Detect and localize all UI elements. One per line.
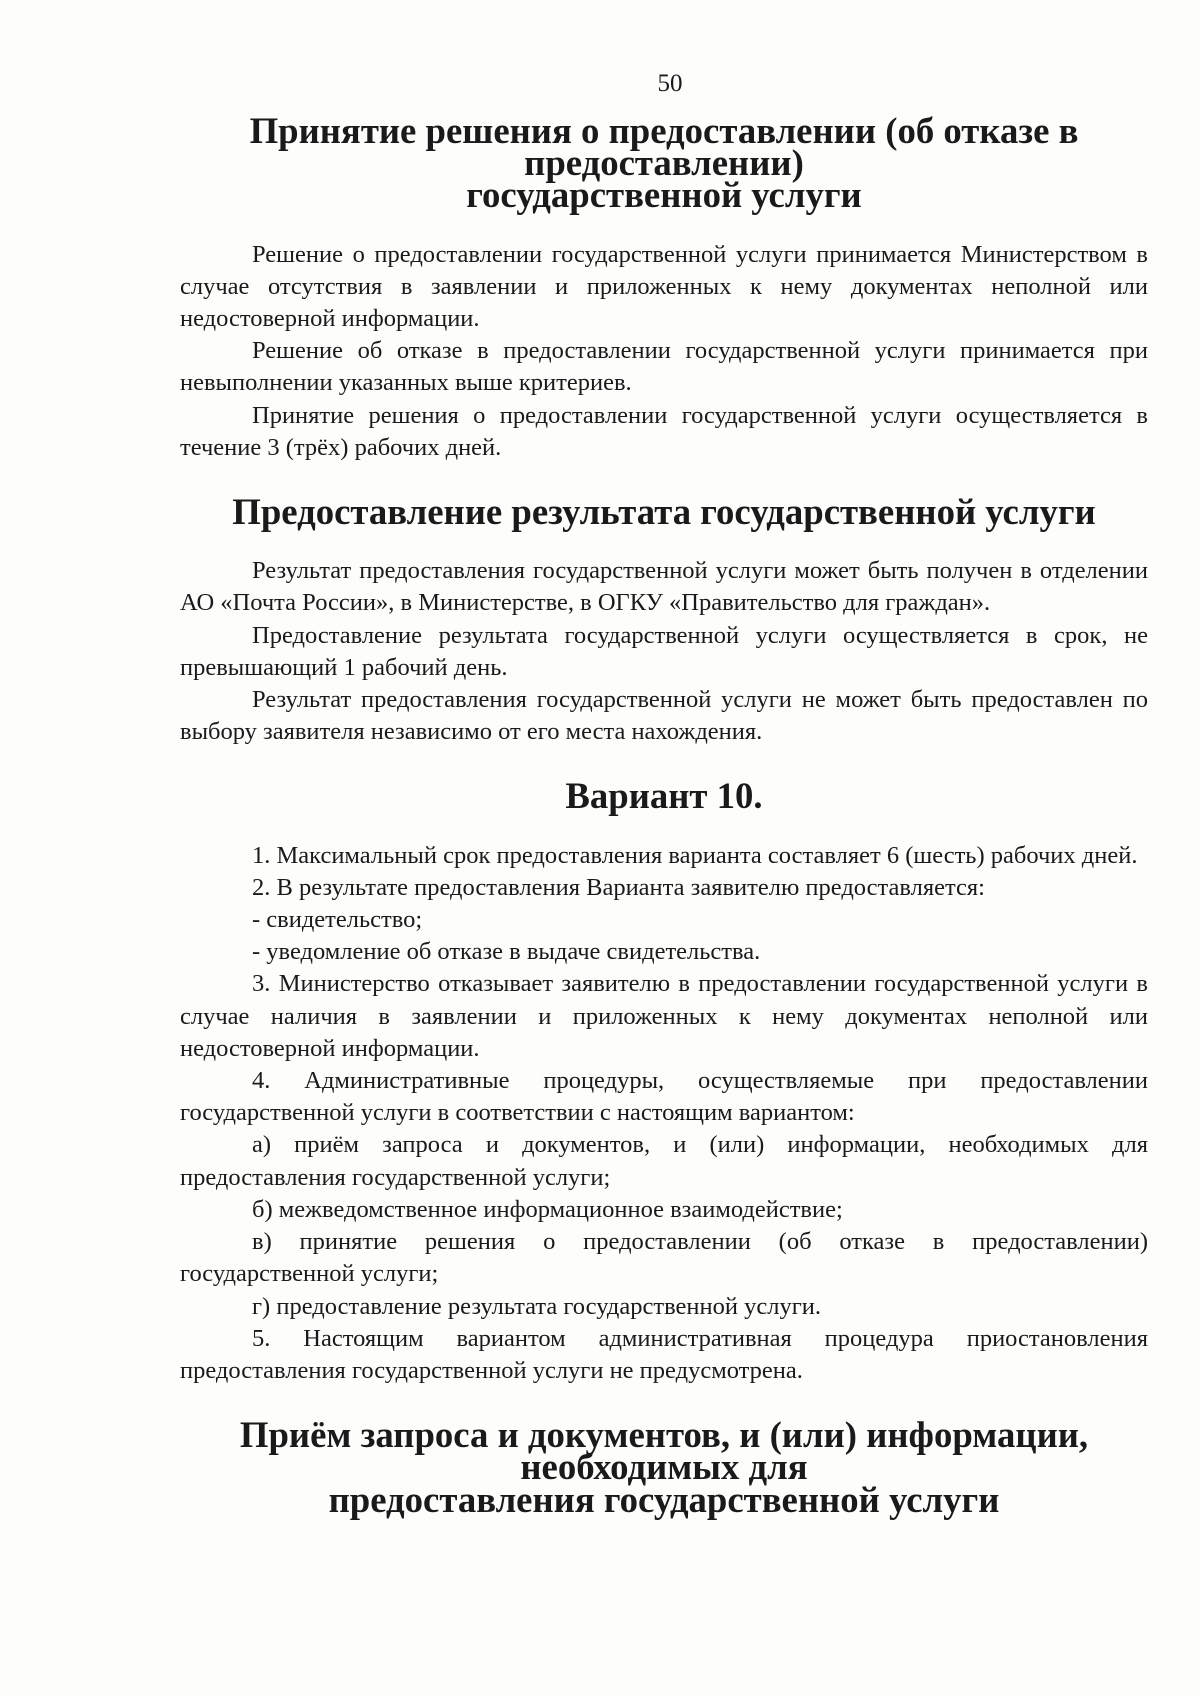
section-heading-intake <box>180 1414 1148 1520</box>
paragraph: Результат предоставления государственной услуги не может быть предоставлен по выбору заявителя независимо от его места нахождения. <box>180 686 1148 746</box>
section-heading-decision <box>180 110 1148 216</box>
heading-line: предоставления государственной услуги <box>328 1478 1000 1520</box>
heading-line: государственной услуги <box>466 174 862 216</box>
heading-line: Принятие решения о предоставлении (об отказе в предоставлении) <box>249 110 1079 184</box>
list-item: 4. Административные процедуры, осуществляемые при предоставлении государственной услуги в соответствии с настоящим вариантом: <box>180 1067 1148 1127</box>
list-item: - уведомление об отказе в выдаче свидетельства. <box>252 938 761 966</box>
section-heading-variant: Вариант 10. <box>565 775 763 817</box>
page-number: 50 <box>657 70 683 97</box>
paragraph: Решение о предоставлении государственной услуги принимается Министерством в случае отсутствия в заявлении и приложенных к нему документах неполной или недостоверной информации. <box>180 240 1148 333</box>
list-item: 1. Максимальный срок предоставления варианта составляет 6 (шесть) рабочих дней. <box>252 841 1138 869</box>
paragraph: Результат предоставления государственной услуги может быть получен в отделении АО «Почта России», в Министерстве, в ОГКУ «Правительство для граждан». <box>180 557 1148 617</box>
paragraph: Решение об отказе в предоставлении государственной услуги принимается при невыполнении указанных выше критериев. <box>180 337 1148 397</box>
list-item: а) приём запроса и документов, и (или) информации, необходимых для предоставления государственной услуги; <box>180 1131 1148 1191</box>
page-content <box>180 110 1148 1520</box>
list-item: 2. В результате предоставления Варианта заявителю предоставляется: <box>252 873 985 901</box>
list-item: в) принятие решения о предоставлении (об отказе в предоставлении) государственной услуги; <box>180 1228 1148 1288</box>
list-item: б) межведомственное информационное взаимодействие; <box>252 1195 843 1223</box>
list-item: 3. Министерство отказывает заявителю в предоставлении государственной услуги в случае наличия в заявлении и приложенных к нему документах неполной или недостоверной информации. <box>180 970 1148 1062</box>
list-item: 5. Настоящим вариантом административная процедура приостановления предоставления государственной услуги не предусмотрена. <box>180 1324 1148 1384</box>
paragraph: Принятие решения о предоставлении государственной услуги осуществляется в течение 3 (трёх) рабочих дней. <box>180 401 1148 461</box>
section-heading-result: Предоставление результата государственной услуги <box>232 491 1096 533</box>
list-item: - свидетельство; <box>252 906 423 934</box>
paragraph: Предоставление результата государственной услуги осуществляется в срок, не превышающий 1 рабочий день. <box>180 621 1148 681</box>
heading-line: Приём запроса и документов, и (или) информации, необходимых для <box>239 1414 1089 1488</box>
list-item: г) предоставление результата государственной услуги. <box>252 1292 821 1320</box>
